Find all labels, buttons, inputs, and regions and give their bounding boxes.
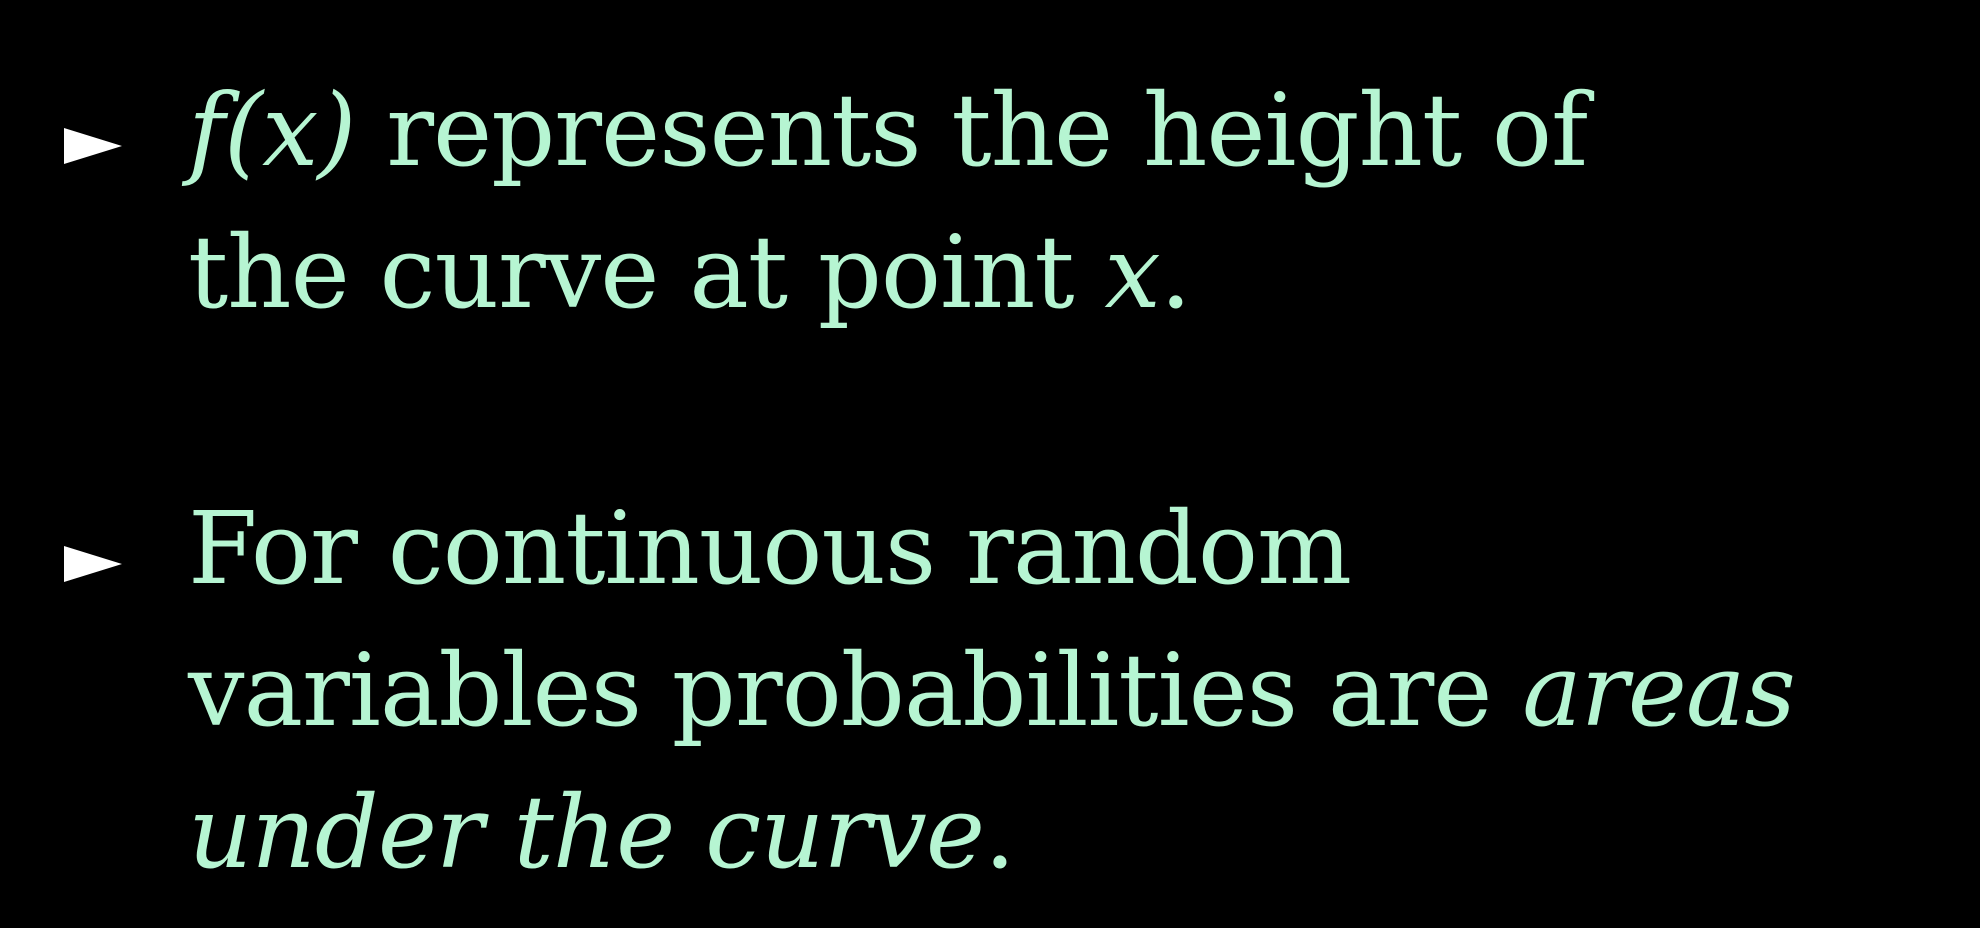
line-text: represents the height of (355, 72, 1588, 189)
line-text: the curve at point (188, 214, 1105, 331)
period: . (1159, 214, 1191, 331)
math-fx: f(x) (188, 72, 356, 189)
triangle-bullet-icon (64, 546, 122, 582)
math-x: x (1104, 214, 1160, 331)
period: . (984, 774, 1015, 891)
line-text: variables probabilities are (188, 632, 1523, 749)
bullet-1-line-1 (188, 60, 1948, 202)
emphasis-areas: areas (1522, 632, 1795, 749)
bullet-1-line-2 (188, 202, 1948, 344)
triangle-bullet-icon (64, 128, 122, 164)
bullet-2-line-3 (188, 762, 1948, 904)
bullet-2-line-1 (188, 478, 1948, 620)
bullet-text-1 (188, 60, 1948, 344)
emphasis-under-the-curve: under the curve (188, 774, 985, 891)
line-text: For continuous random (188, 490, 1351, 607)
bullet-2-line-2 (188, 620, 1948, 762)
bullet-text-2 (188, 478, 1948, 904)
